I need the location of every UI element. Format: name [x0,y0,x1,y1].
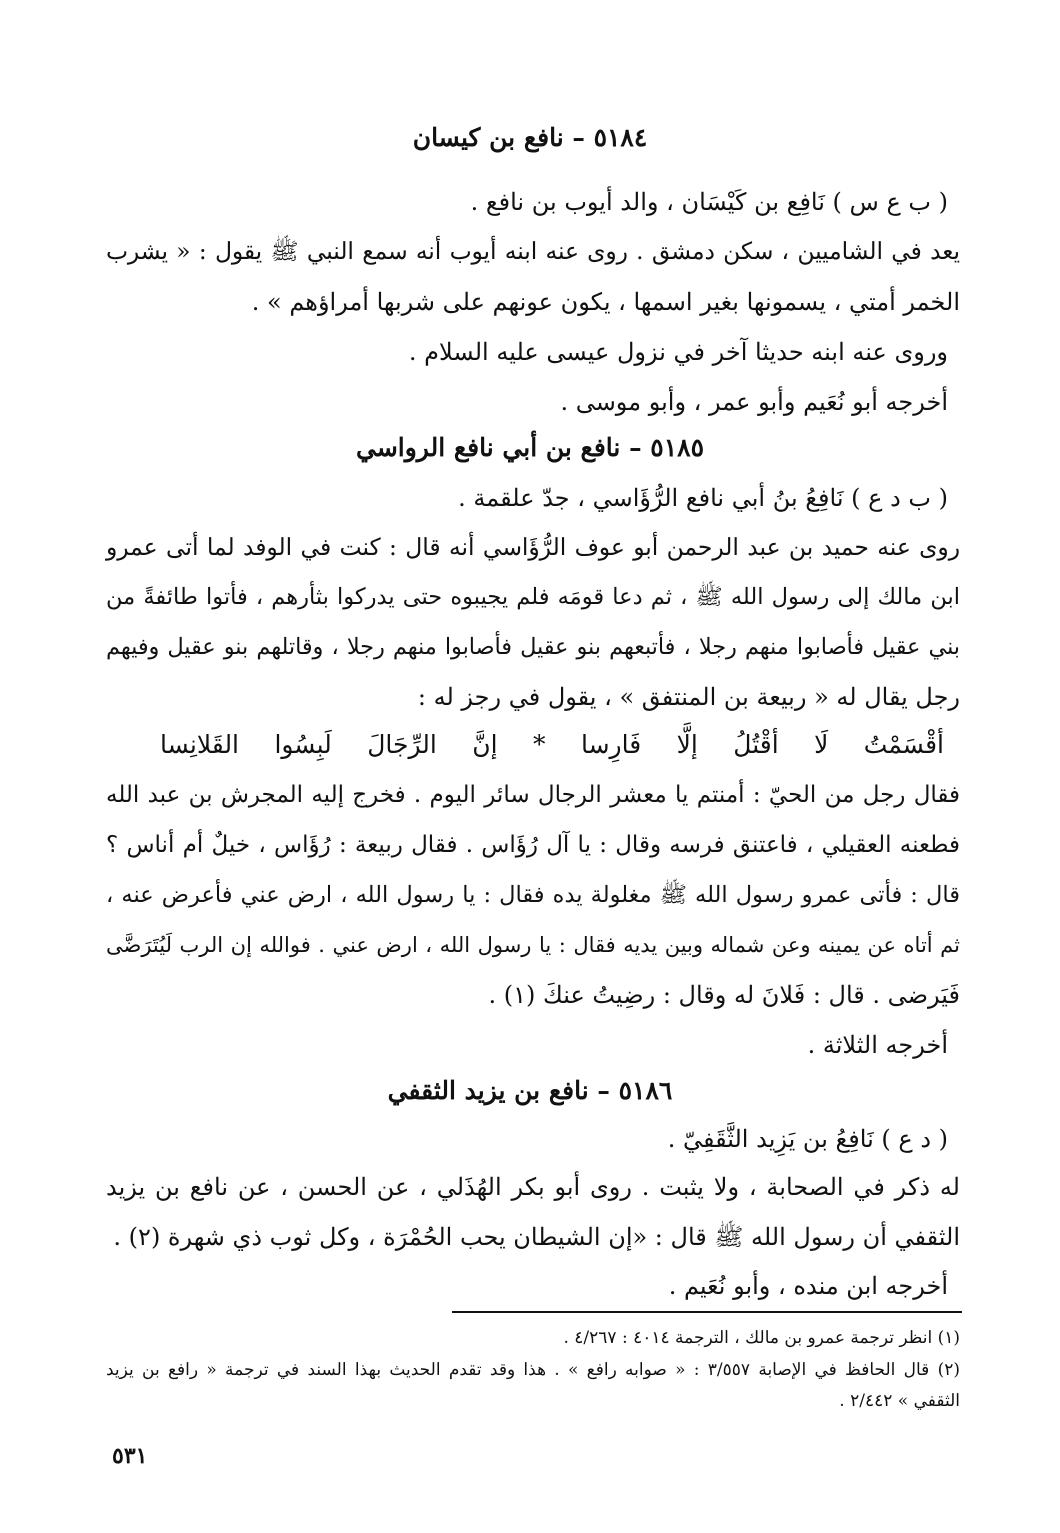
entry-5185-text-line: رجل يقال له « ربيعة بن المنتفق » ، يقول في رجز له : [417,683,960,711]
entry-5184-heading: ٥١٨٤ – نافع بن كيسان [412,123,648,152]
entry-5185-heading: ٥١٨٥ – نافع بن أبي نافع الرواسي [356,433,704,462]
entry-5184-name-line: ( ب ع س ) نَافِع بن كَيْسَان ، والد أيوب بن نافع . [470,188,948,216]
entry-5185-text-line: قال : فأتى عمرو رسول الله ﷺ مغلولة يده فقال : يا رسول الله ، ارض عني فأعرض عنه ، [106,882,960,908]
entry-5185-name-line: ( ب د ع ) نَافِعُ بنُ أبي نافع الرُّؤَاسي ، جدّ علقمة . [458,484,948,512]
entry-5184-text-line: الخمر أمتي ، يسمونها بغير اسمها ، يكون عونهم على شربها أمراؤهم » . [251,288,960,316]
poem-verse: أقْسَمْتُ لَا أقْتُلُ إلَّا فَارِسا * إنَّ الرِّجَالَ لَبِسُوا القَلانِسا [160,730,944,759]
entry-5186-text-line: الثقفي أن رسول الله ﷺ قال : «إن الشيطان يحب الحُمْرَة ، وكل ثوب ذي شهرة (٢) . [113,1223,960,1251]
entry-5185-text-line: روى عنه حميد بن عبد الرحمن أبو عوف الرُّؤَاسي أنه قال : كنت في الوفد لما أتى عمرو [106,533,960,561]
entry-5185-text-line: بني عقيل فأصابوا منهم رجلا ، فأتبعهم بنو عقيل فأصابوا منهم رجلا ، وقاتلهم بنو عقيل وفيهم [106,634,960,660]
entry-5184-text-line: يعد في الشاميين ، سكن دمشق . روى عنه ابنه أيوب أنه سمع النبي ﷺ يقول : « يشرب [106,238,960,265]
entry-5185-text-line: ثم أتاه عن يمينه وعن شماله وبين يديه فقال : يا رسول الله ، ارض عني . فوالله إن الرب لَيُتَرَضَّى [106,932,960,957]
entry-5185-text-line: ابن مالك إلى رسول الله ﷺ ، ثم دعا قومَه فلم يجيبوه حتى يدركوا بثأرهم ، فأتوا طائفةً من [106,584,960,610]
footnote-2: (٢) قال الحافظ في الإصابة ٣/٥٥٧ : « صوابه رافع » . هذا وقد تقدم الحديث بهذا السند في ترجمة « رافع بن يزيد [106,1360,961,1380]
entry-5186-text-line: له ذكر في الصحابة ، ولا يثبت . روى أبو بكر الهُذَلي ، عن الحسن ، عن نافع بن يزيد [106,1173,960,1201]
entry-5185-text-line: فَيَرضى . قال : فَلانَ له وقال : رضِيتُ عنكَ (١) . [488,981,960,1009]
entry-5185-text-line: فطعنه العقيلي ، فاعتنق فرسه وقال : يا آل رُؤَاس . فقال ربيعة : رُؤَاس ، خيلٌ أم أناس ؟ [106,832,960,858]
entry-5186-name-line: ( د ع ) نَافِعُ بن يَزِيد الثَّقَفِيّ . [667,1125,948,1153]
footnote-1: (١) انظر ترجمة عمرو بن مالك ، الترجمة ٤٠١٤ : ٤/٢٦٧ . [563,1328,960,1348]
footnote-2-continued: الثقفي » ٢/٤٤٢ . [839,1391,960,1411]
entry-5184-source-line: أخرجه أبو نُعَيم وأبو عمر ، وأبو موسى . [560,388,948,416]
entry-5186-source-line: أخرجه ابن منده ، وأبو نُعَيم . [668,1272,948,1300]
entry-5186-heading: ٥١٨٦ – نافع بن يزيد الثقفي [387,1076,673,1105]
entry-5184-text-line: وروى عنه ابنه حديثا آخر في نزول عيسى عليه السلام . [408,338,948,366]
footnote-divider [452,1311,962,1313]
page-number: ٥٣١ [112,1443,148,1469]
entry-5185-source-line: أخرجه الثلاثة . [807,1031,948,1059]
entry-5185-text-line: فقال رجل من الحيّ : أمنتم يا معشر الرجال سائر اليوم . فخرج إليه المجرش بن عبد الله [106,782,960,808]
